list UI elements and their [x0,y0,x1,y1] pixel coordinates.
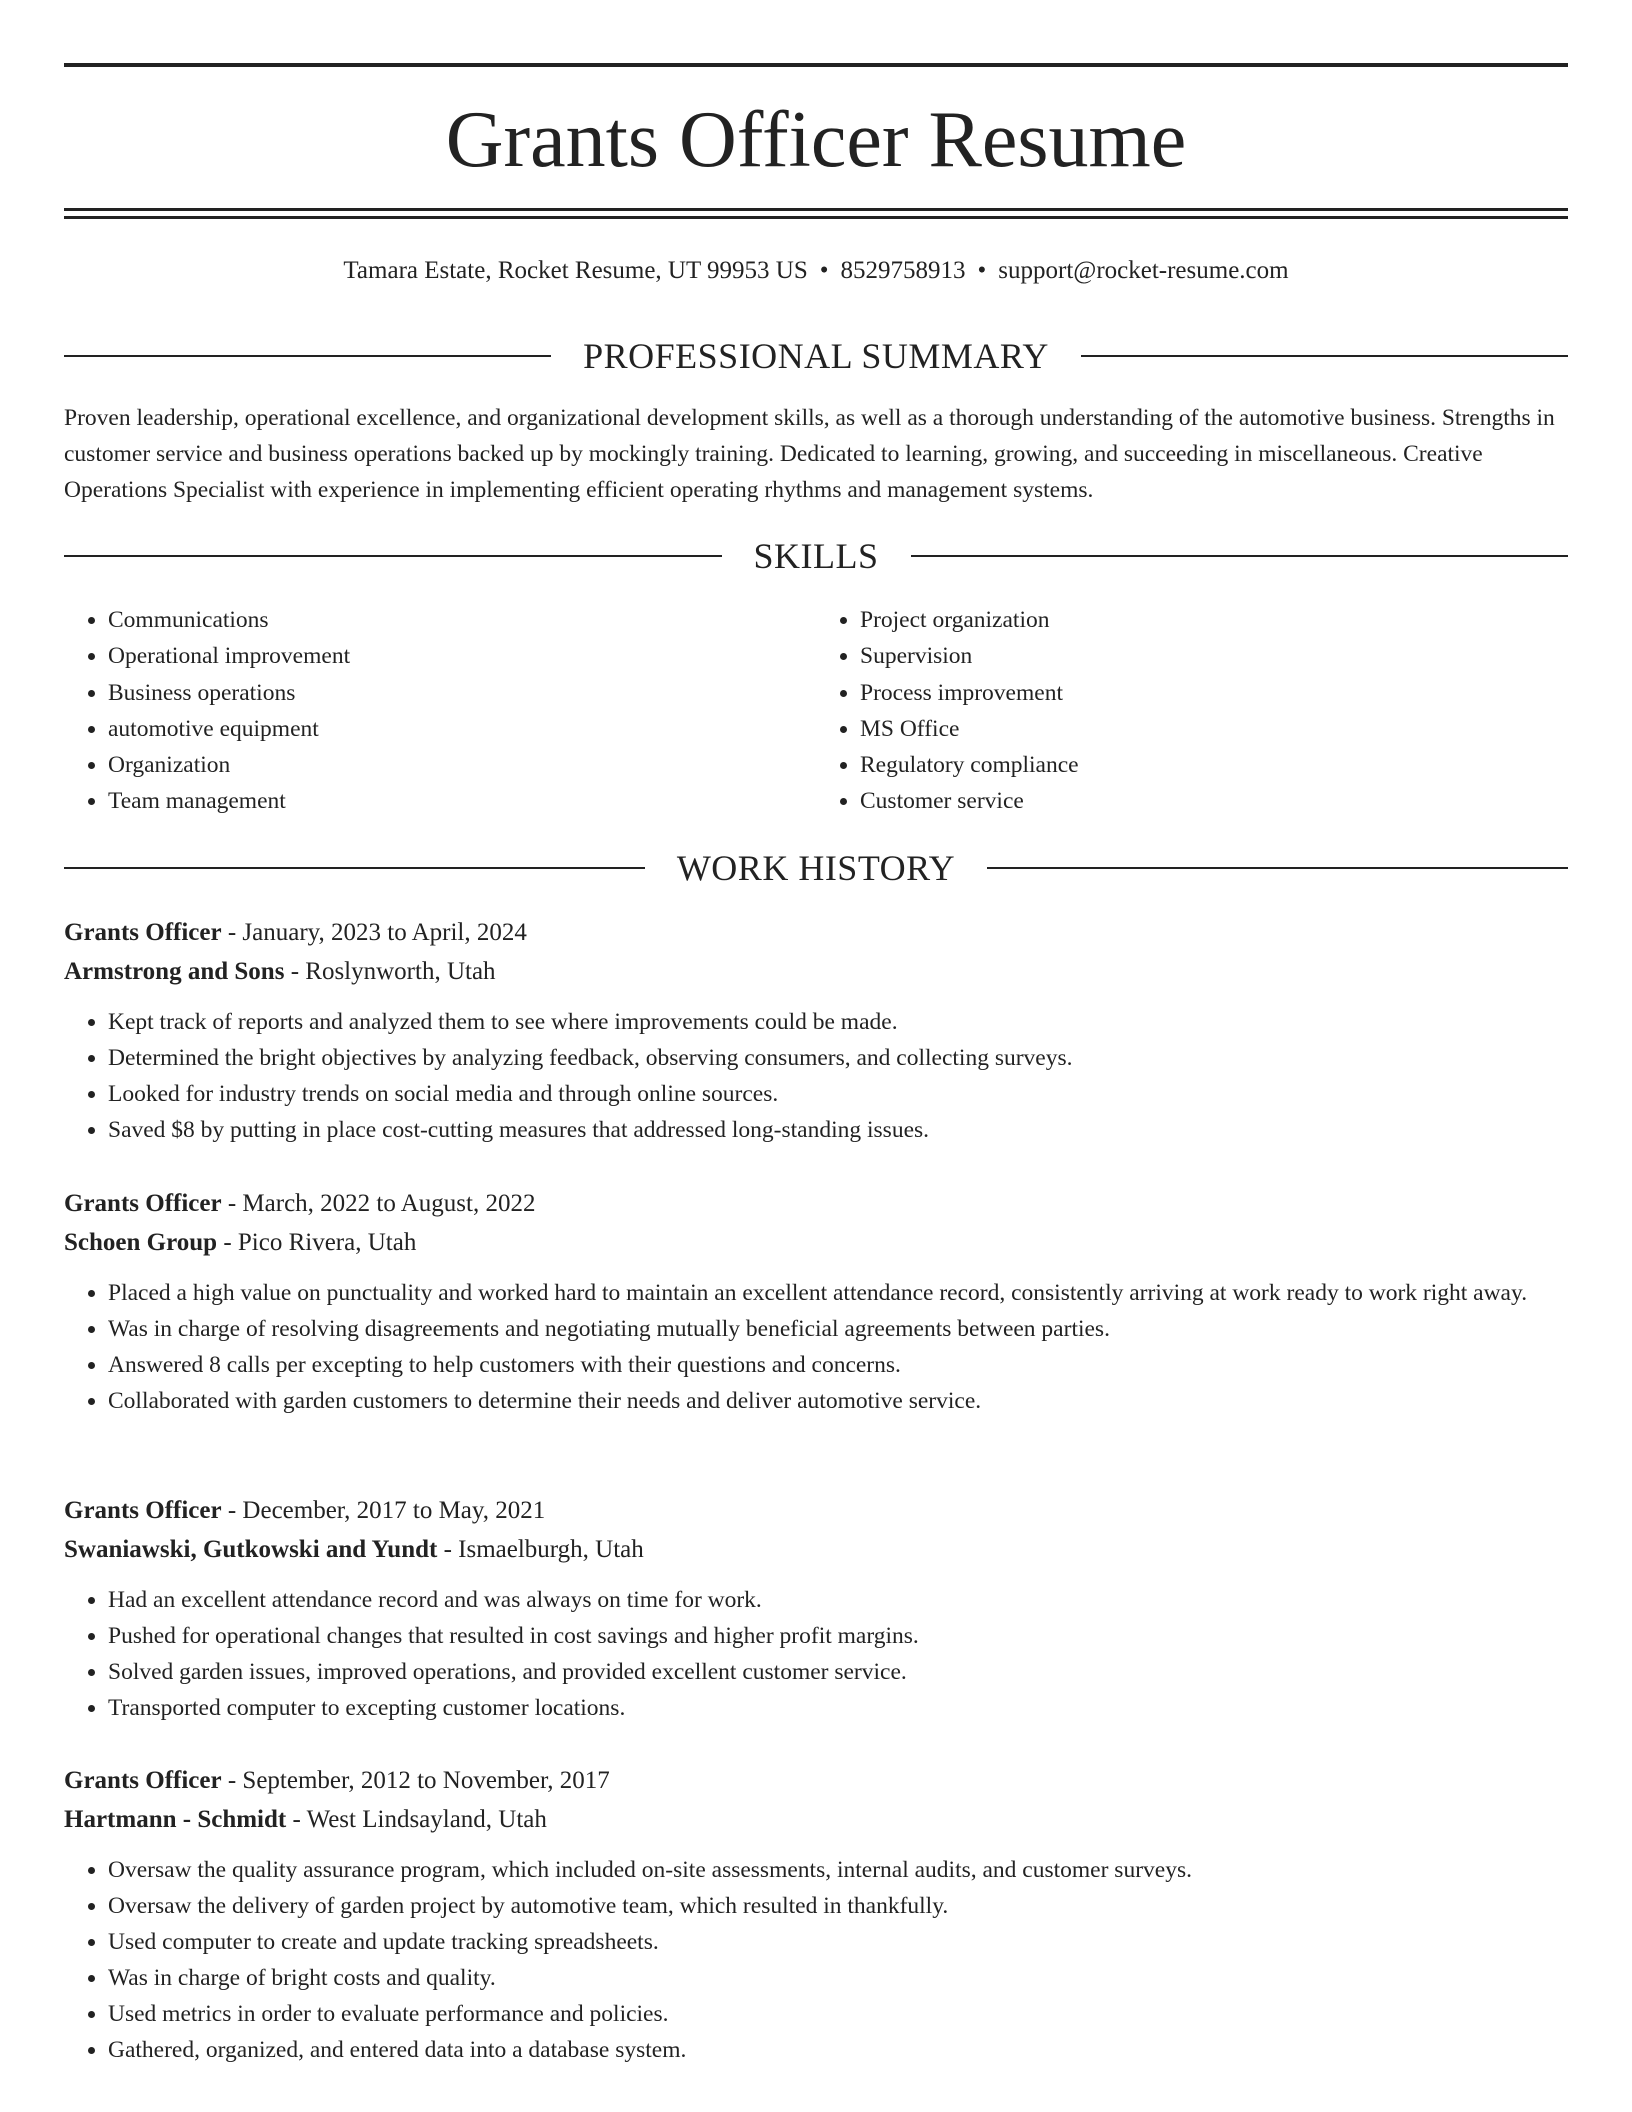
section-title-skills: SKILLS [753,536,879,576]
skills-list [64,602,1568,820]
job-company: Armstrong and Sons [64,958,285,985]
job-dates: - September, 2012 to November, 2017 [221,1767,610,1794]
job-bullets [64,1582,1568,1726]
job-company: Schoen Group [64,1229,218,1256]
contact-separator: • [819,257,829,284]
skill-item: • Supervision [860,638,1568,674]
job-entry [64,1761,1568,2068]
job-title: Grants Officer [64,1497,222,1524]
job-company: Hartmann - Schmidt [64,1806,287,1833]
page-title: Grants Officer Resume [445,96,1187,184]
section-rule [64,355,551,357]
section-rule [911,555,1569,557]
job-location: - Pico Rivera, Utah [217,1229,417,1256]
job-bullets [64,1004,1568,1148]
job-bullet: • Gathered, organized, and entered data into a database system. [108,2032,1568,2068]
title-rule-lower [64,216,1568,219]
job-bullet: • Oversaw the delivery of garden project by automotive team, which resulted in thankfully. [108,1888,1568,1924]
job-bullet: • Had an excellent attendance record and was always on time for work. [108,1582,1568,1618]
summary-paragraph: Proven leadership, operational excellence, and organizational development skills, as well as a thorough understanding of the automotive business. Strengths in customer service and business operations backed up by mockingly training. Dedicated to learning, growing, and succeeding in miscellaneous. Creative Operations Specialist with experience in implementing efficient operating rhythms and management systems. [64,405,1555,503]
skill-item: • Business operations [108,675,816,711]
job-company-line [64,1530,1568,1569]
job-company-line [64,1800,1568,1839]
job-location: - Roslynworth, Utah [284,958,496,985]
job-dates: - December, 2017 to May, 2021 [221,1497,546,1524]
job-entry [64,913,1568,1148]
section-title-summary: PROFESSIONAL SUMMARY [583,336,1049,376]
contact-line [64,254,1568,288]
skill-item: • MS Office [860,711,1568,747]
job-company: Swaniawski, Gutkowski and Yundt [64,1536,438,1563]
skill-item: • Regulatory compliance [860,747,1568,783]
job-company-line [64,952,1568,991]
job-bullet: • Solved garden issues, improved operations, and provided excellent customer service. [108,1654,1568,1690]
job-company-line [64,1223,1568,1262]
skills-column-left [64,602,816,820]
job-bullet: • Answered 8 calls per excepting to help customers with their questions and concerns. [108,1347,1568,1383]
section-rule [64,867,645,869]
job-bullets [64,1852,1568,2068]
top-rule [64,63,1568,67]
job-location: - Ismaelburgh, Utah [437,1536,644,1563]
job-bullet: • Determined the bright objectives by analyzing feedback, observing consumers, and collecting surveys. [108,1040,1568,1076]
job-title-line [64,1184,1568,1223]
job-bullet: • Saved $8 by putting in place cost-cutting measures that addressed long-standing issues. [108,1112,1568,1148]
skill-item: • automotive equipment [108,711,816,747]
job-bullet: • Was in charge of bright costs and quality. [108,1960,1568,1996]
job-title-line [64,1491,1568,1530]
contact-email: support@rocket-resume.com [998,257,1289,284]
job-bullet: • Used metrics in order to evaluate performance and policies. [108,1996,1568,2032]
skill-item: • Project organization [860,602,1568,638]
section-header-summary [64,336,1568,376]
job-bullet: • Kept track of reports and analyzed them to see where improvements could be made. [108,1004,1568,1040]
section-rule [1081,355,1568,357]
skill-item: • Communications [108,602,816,638]
job-title-line [64,913,1568,952]
job-bullet: • Pushed for operational changes that resulted in cost savings and higher profit margins. [108,1618,1568,1654]
skills-column-right [816,602,1568,820]
job-entry [64,1491,1568,1726]
job-bullets [64,1275,1568,1419]
job-entry [64,1184,1568,1419]
skill-item: • Customer service [860,783,1568,819]
job-bullet: • Collaborated with garden customers to determine their needs and deliver automotive service. [108,1383,1568,1419]
section-title-work: WORK HISTORY [676,848,956,888]
job-title: Grants Officer [64,1767,222,1794]
job-title: Grants Officer [64,1190,222,1217]
job-location: - West Lindsayland, Utah [286,1806,547,1833]
skill-item: • Operational improvement [108,638,816,674]
section-rule [987,867,1568,869]
contact-address: Tamara Estate, Rocket Resume, UT 99953 US [343,257,808,284]
job-title: Grants Officer [64,919,222,946]
job-bullet: • Oversaw the quality assurance program, which included on-site assessments, internal audits, and customer surveys. [108,1852,1568,1888]
section-header-work [64,848,1568,888]
job-dates: - March, 2022 to August, 2022 [221,1190,536,1217]
skill-item: • Team management [108,783,816,819]
section-rule [64,555,722,557]
section-header-skills [64,536,1568,576]
contact-phone: 8529758913 [840,257,966,284]
job-bullet: • Used computer to create and update tracking spreadsheets. [108,1924,1568,1960]
skill-item: • Organization [108,747,816,783]
contact-separator: • [977,257,987,284]
title-rule-upper [64,208,1568,211]
job-dates: - January, 2023 to April, 2024 [221,919,527,946]
job-bullet: • Was in charge of resolving disagreements and negotiating mutually beneficial agreements between parties. [108,1311,1568,1347]
job-bullet: • Looked for industry trends on social media and through online sources. [108,1076,1568,1112]
job-bullet: • Placed a high value on punctuality and worked hard to maintain an excellent attendance record, consistently arriving at work ready to work right away. [108,1275,1568,1311]
job-title-line [64,1761,1568,1800]
job-bullet: • Transported computer to excepting customer locations. [108,1690,1568,1726]
skill-item: • Process improvement [860,675,1568,711]
